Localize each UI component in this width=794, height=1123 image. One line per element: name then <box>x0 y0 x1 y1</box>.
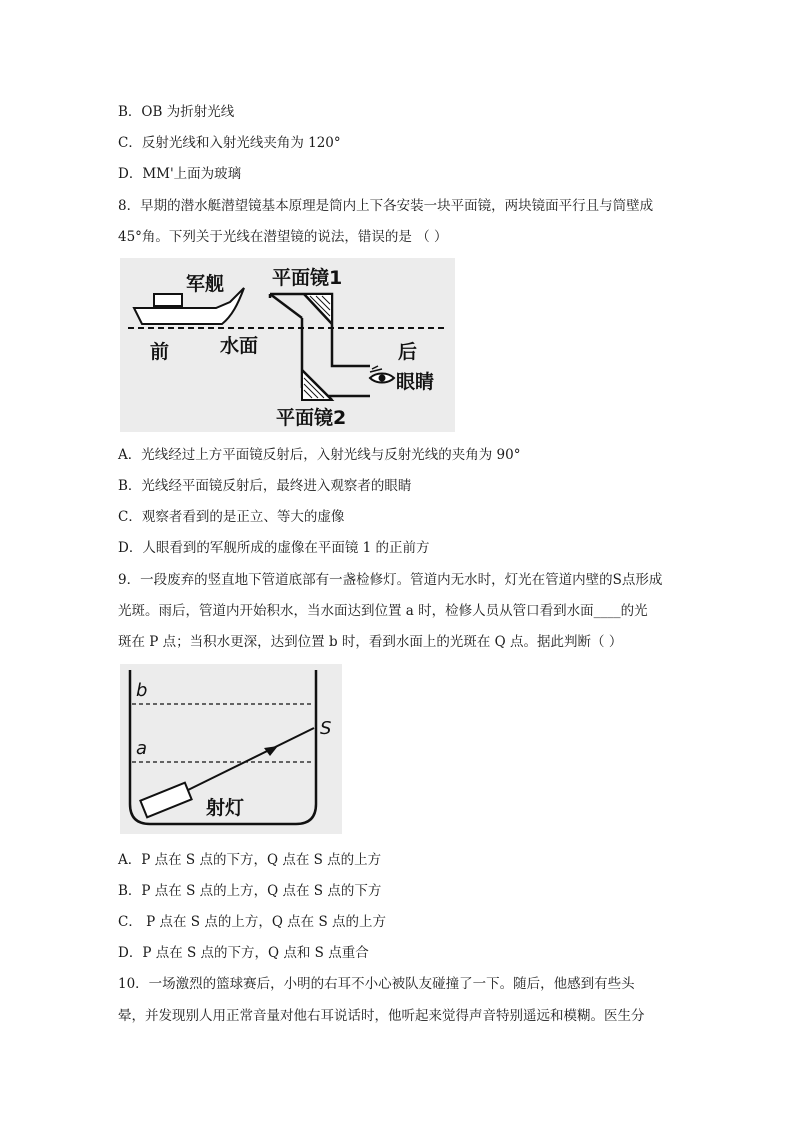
q9-stem-line2: 光斑。雨后，管道内开始积水，当水面达到位置 a 时，检修人员从管口看到水面____的光 <box>118 603 648 619</box>
q8-stem-line1: 8．早期的潜水艇潜望镜基本原理是筒内上下各安装一块平面镜，两块镜面平行且与筒壁成 <box>118 198 654 214</box>
label-s: S <box>320 718 332 739</box>
q8-option-b: B．光线经平面镜反射后，最终进入观察者的眼睛 <box>118 478 412 494</box>
q8-option-a: A．光线经过上方平面镜反射后，入射光线与反射光线的夹角为 90° <box>118 447 521 463</box>
q10-stem-line2: 晕，并发现别人用正常音量对他右耳说话时，他听起来觉得声音特别遥远和模糊。医生分 <box>118 1008 645 1024</box>
spotlight <box>140 783 191 818</box>
periscope-figure <box>120 258 455 432</box>
light-ray <box>188 728 314 790</box>
q8-option-d: D．人眼看到的军舰所成的虚像在平面镜 1 的正前方 <box>118 540 430 556</box>
mirror-1 <box>304 294 332 324</box>
q7-option-c: C．反射光线和入射光线夹角为 120° <box>118 135 341 151</box>
pipe-figure <box>120 664 342 834</box>
q7-option-d: D．MM'上面为玻璃 <box>118 166 242 182</box>
eye-icon <box>370 366 394 383</box>
q9-stem-line3: 斑在 P 点；当积水更深，达到位置 b 时，看到水面上的光斑在 Q 点。据此判断（ ） <box>118 634 623 650</box>
label-back: 后 <box>398 341 418 363</box>
label-mirror1: 平面镜1 <box>272 267 343 289</box>
label-mirror2: 平面镜2 <box>276 407 347 429</box>
label-lamp: 射灯 <box>206 797 245 819</box>
mirror-2 <box>302 370 332 400</box>
q10-stem-line1: 10．一场激烈的篮球赛后，小明的右耳不小心被队友碰撞了一下。随后，他感到有些头 <box>118 976 635 992</box>
q9-option-a: A．P 点在 S 点的下方，Q 点在 S 点的上方 <box>118 852 382 868</box>
label-water-surface: 水面 <box>220 335 259 357</box>
label-front: 前 <box>150 341 170 363</box>
label-eye: 眼睛 <box>396 371 435 393</box>
q9-option-b: B．P 点在 S 点的上方，Q 点在 S 点的下方 <box>118 883 382 899</box>
tube-edge <box>270 294 302 318</box>
q8-stem-line2: 45°角。下列关于光线在潜望镜的说法，错误的是 （ ） <box>118 229 448 245</box>
label-a: a <box>136 738 148 759</box>
q7-option-b: B．OB 为折射光线 <box>118 104 235 120</box>
label-b: b <box>136 680 148 701</box>
label-warship: 军舰 <box>186 273 225 295</box>
q9-stem-line1: 9．一段废弃的竖直地下管道底部有一盏检修灯。管道内无水时，灯光在管道内壁的S点形成 <box>118 572 663 588</box>
q9-option-c: C． P 点在 S 点的上方，Q 点在 S 点的上方 <box>118 914 387 930</box>
q8-option-c: C．观察者看到的是正立、等大的虚像 <box>118 509 345 525</box>
q9-option-d: D．P 点在 S 点的下方，Q 点和 S 点重合 <box>118 945 369 961</box>
